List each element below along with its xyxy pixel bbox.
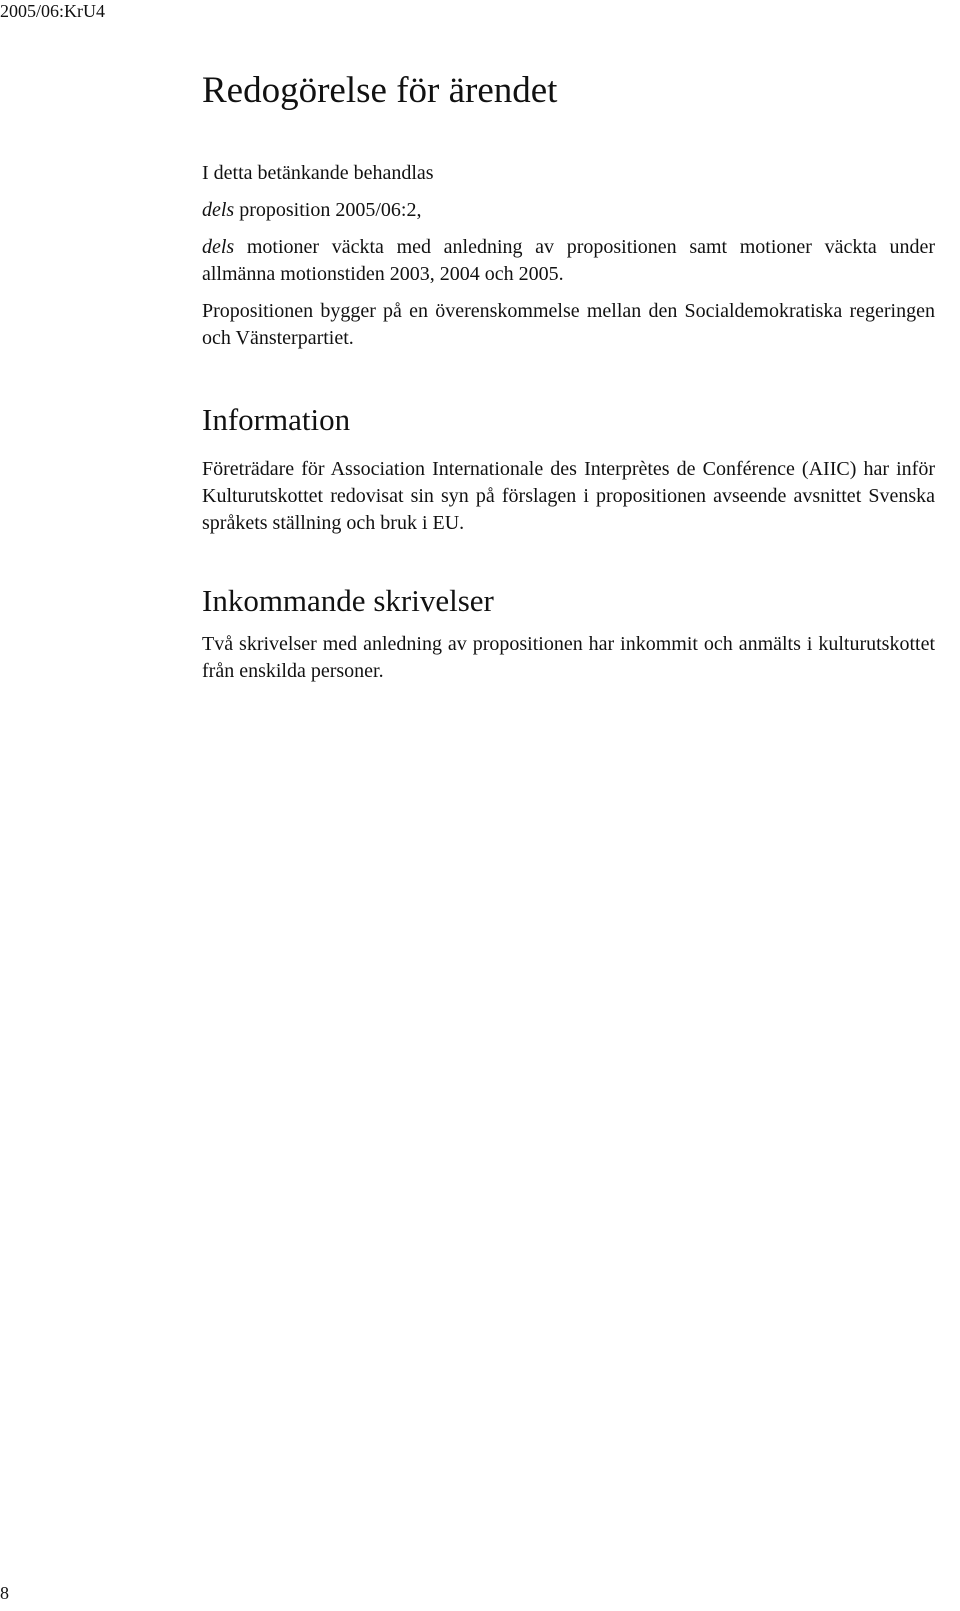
page-title: Redogörelse för ärendet — [202, 70, 558, 111]
page-number: 8 — [0, 1583, 9, 1603]
intro-section — [202, 160, 935, 352]
dels-emphasis: dels — [202, 236, 235, 258]
information-heading: Information — [202, 402, 351, 437]
inkommande-heading: Inkommande skrivelser — [202, 583, 494, 618]
information-section — [202, 400, 935, 537]
intro-item-motioner — [202, 234, 935, 288]
motioner-text: motioner väckta med anledning av propositionen samt motioner väckta under allmänna motionstiden 2003, 2004 och 2005. — [202, 236, 935, 285]
intro-line: I detta betänkande behandlas — [202, 162, 434, 184]
intro-paragraph: Propositionen bygger på en överenskommelse mellan den Socialdemokratiska regeringen och Vänsterpartiet. — [202, 300, 935, 349]
dels-emphasis: dels — [202, 199, 235, 221]
proposition-text: proposition 2005/06:2, — [234, 199, 422, 221]
inkommande-paragraph: Två skrivelser med anledning av propositionen har inkommit och anmälts i kulturutskottet från enskilda personer. — [202, 633, 935, 682]
document-id: 2005/06:KrU4 — [0, 1, 105, 21]
inkommande-section — [202, 581, 935, 685]
information-paragraph: Företrädare för Association Internationale des Interprètes de Conférence (AIIC) har inför Kulturutskottet redovisat sin syn på förslagen i propositionen avseende avsnittet Svenska språkets ställning och bruk i EU. — [202, 458, 935, 534]
main-content — [202, 62, 935, 685]
intro-item-proposition — [202, 197, 935, 224]
